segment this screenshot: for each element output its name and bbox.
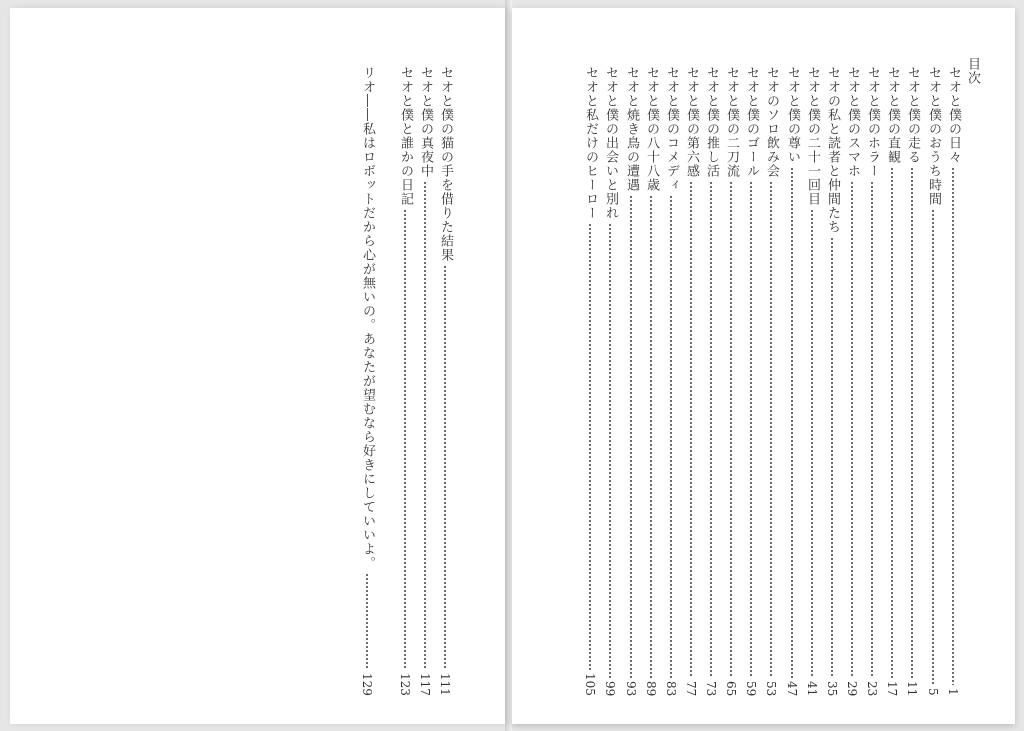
toc-entry-title: セオと僕の猫の手を借りた結果 [438,66,453,262]
toc-entry-page: 59 [744,680,758,696]
toc-entry-title: セオと僕の直観 [885,66,900,164]
toc-entry-title: セオの私と読者と仲間たち [825,66,840,234]
dot-leader [730,181,732,678]
toc-entry[interactable] [844,66,860,696]
toc-entry-title: セオと僕のコメディ [664,66,679,192]
toc-entry[interactable] [804,66,820,696]
toc-entry-page: 1 [946,688,960,696]
toc-entry-title: セオと僕のゴール [744,66,759,178]
toc-entry-page: 117 [418,673,432,696]
dot-leader [630,195,632,678]
toc-entry-title: セオと僕と誰かの日記 [398,66,413,206]
toc-entry-title: セオと僕の八十八歳 [644,66,659,192]
toc-entry-title: セオと僕のおうち時間 [926,66,941,206]
toc-entry-title: セオと私だけのヒーロー [583,66,598,220]
toc-entry-page: 35 [825,680,839,696]
dot-leader [851,181,853,678]
toc-entry[interactable] [623,66,639,696]
toc-entry-title: セオと僕の第六感 [684,66,699,178]
toc-entry-title: リオ――私はロボットだから心が無いの。あなたが望むなら好きにしていいよ。 [360,66,375,570]
book-gutter [505,0,512,731]
toc-entry[interactable] [743,66,759,696]
toc-entry-title: セオと僕の走る [905,66,920,164]
toc-entry[interactable] [723,66,739,696]
toc-entry[interactable] [643,66,659,696]
toc-entry[interactable] [602,66,618,696]
toc-entry-page: 129 [360,673,374,696]
toc-entry-title: セオと僕の出会いと別れ [603,66,618,220]
toc-entry-page: 17 [885,680,899,696]
toc-entry-page: 23 [865,680,879,696]
toc-entry-title: セオと僕のホラー [865,66,880,178]
toc-entry-page: 111 [438,673,452,696]
toc-entry-title: セオと焼き鳥の遭遇 [624,66,639,192]
toc-entry[interactable] [703,66,719,696]
dot-leader [911,167,913,678]
toc-entry-page: 65 [724,680,738,696]
toc-entry-page: 123 [398,673,412,696]
dot-leader [952,167,954,685]
dot-leader [670,195,672,678]
toc-entry-title: セオと僕の推し活 [704,66,719,178]
dot-leader [710,181,712,678]
toc-entry[interactable] [683,66,699,696]
toc-entry-page: 47 [785,680,799,696]
toc-entry-page: 73 [704,680,718,696]
toc-entry-title: セオと僕の尊い [785,66,800,164]
dot-leader [791,167,793,678]
dot-leader [650,195,652,678]
toc-entry-page: 89 [644,680,658,696]
dot-leader [444,265,446,670]
toc-entry[interactable] [864,66,880,696]
toc-entry-title: セオと僕の二十一回目 [805,66,820,206]
toc-entry-page: 77 [684,680,698,696]
toc-entry-page: 93 [624,680,638,696]
dot-leader [811,209,813,678]
toc-entry[interactable] [784,66,800,696]
toc-entry[interactable] [945,66,961,696]
dot-leader [690,181,692,678]
dot-leader [770,181,772,678]
toc-entry[interactable] [884,66,900,696]
toc-entry-page: 99 [603,680,617,696]
dot-leader [609,223,611,678]
dot-leader [589,223,591,670]
toc-entry[interactable] [763,66,779,696]
dot-leader [891,167,893,678]
toc-entry[interactable] [824,66,840,696]
toc-entry-page: 11 [905,680,919,696]
toc-entry-page: 29 [845,680,859,696]
toc-entry-title: セオのソロ飲み会 [764,66,779,178]
dot-leader [831,237,833,678]
toc-entry[interactable] [582,66,598,696]
toc-entry[interactable] [904,66,920,696]
toc-entry-title: セオと僕の日々 [946,66,961,164]
toc-entry-title: セオと僕のスマホ [845,66,860,178]
toc-entry-page: 41 [805,680,819,696]
toc-entry-title: セオと僕の二刀流 [724,66,739,178]
dot-leader [871,181,873,678]
dot-leader [404,209,406,670]
toc-entry-page: 105 [583,673,597,696]
toc-entry-page: 83 [664,680,678,696]
dot-leader [932,209,934,685]
dot-leader [750,181,752,678]
toc-entry-page: 53 [764,680,778,696]
toc-entry[interactable] [925,66,941,696]
toc-heading: 目次 [965,57,980,85]
dot-leader [366,573,368,670]
toc-entry[interactable] [663,66,679,696]
toc-entry[interactable] [437,66,453,696]
toc-entry[interactable] [397,66,413,696]
toc-entry-title: セオと僕の真夜中 [418,66,433,178]
toc-entry[interactable] [417,66,433,696]
dot-leader [424,181,426,670]
toc-entry[interactable] [359,66,375,696]
toc-entry-page: 5 [926,688,940,696]
